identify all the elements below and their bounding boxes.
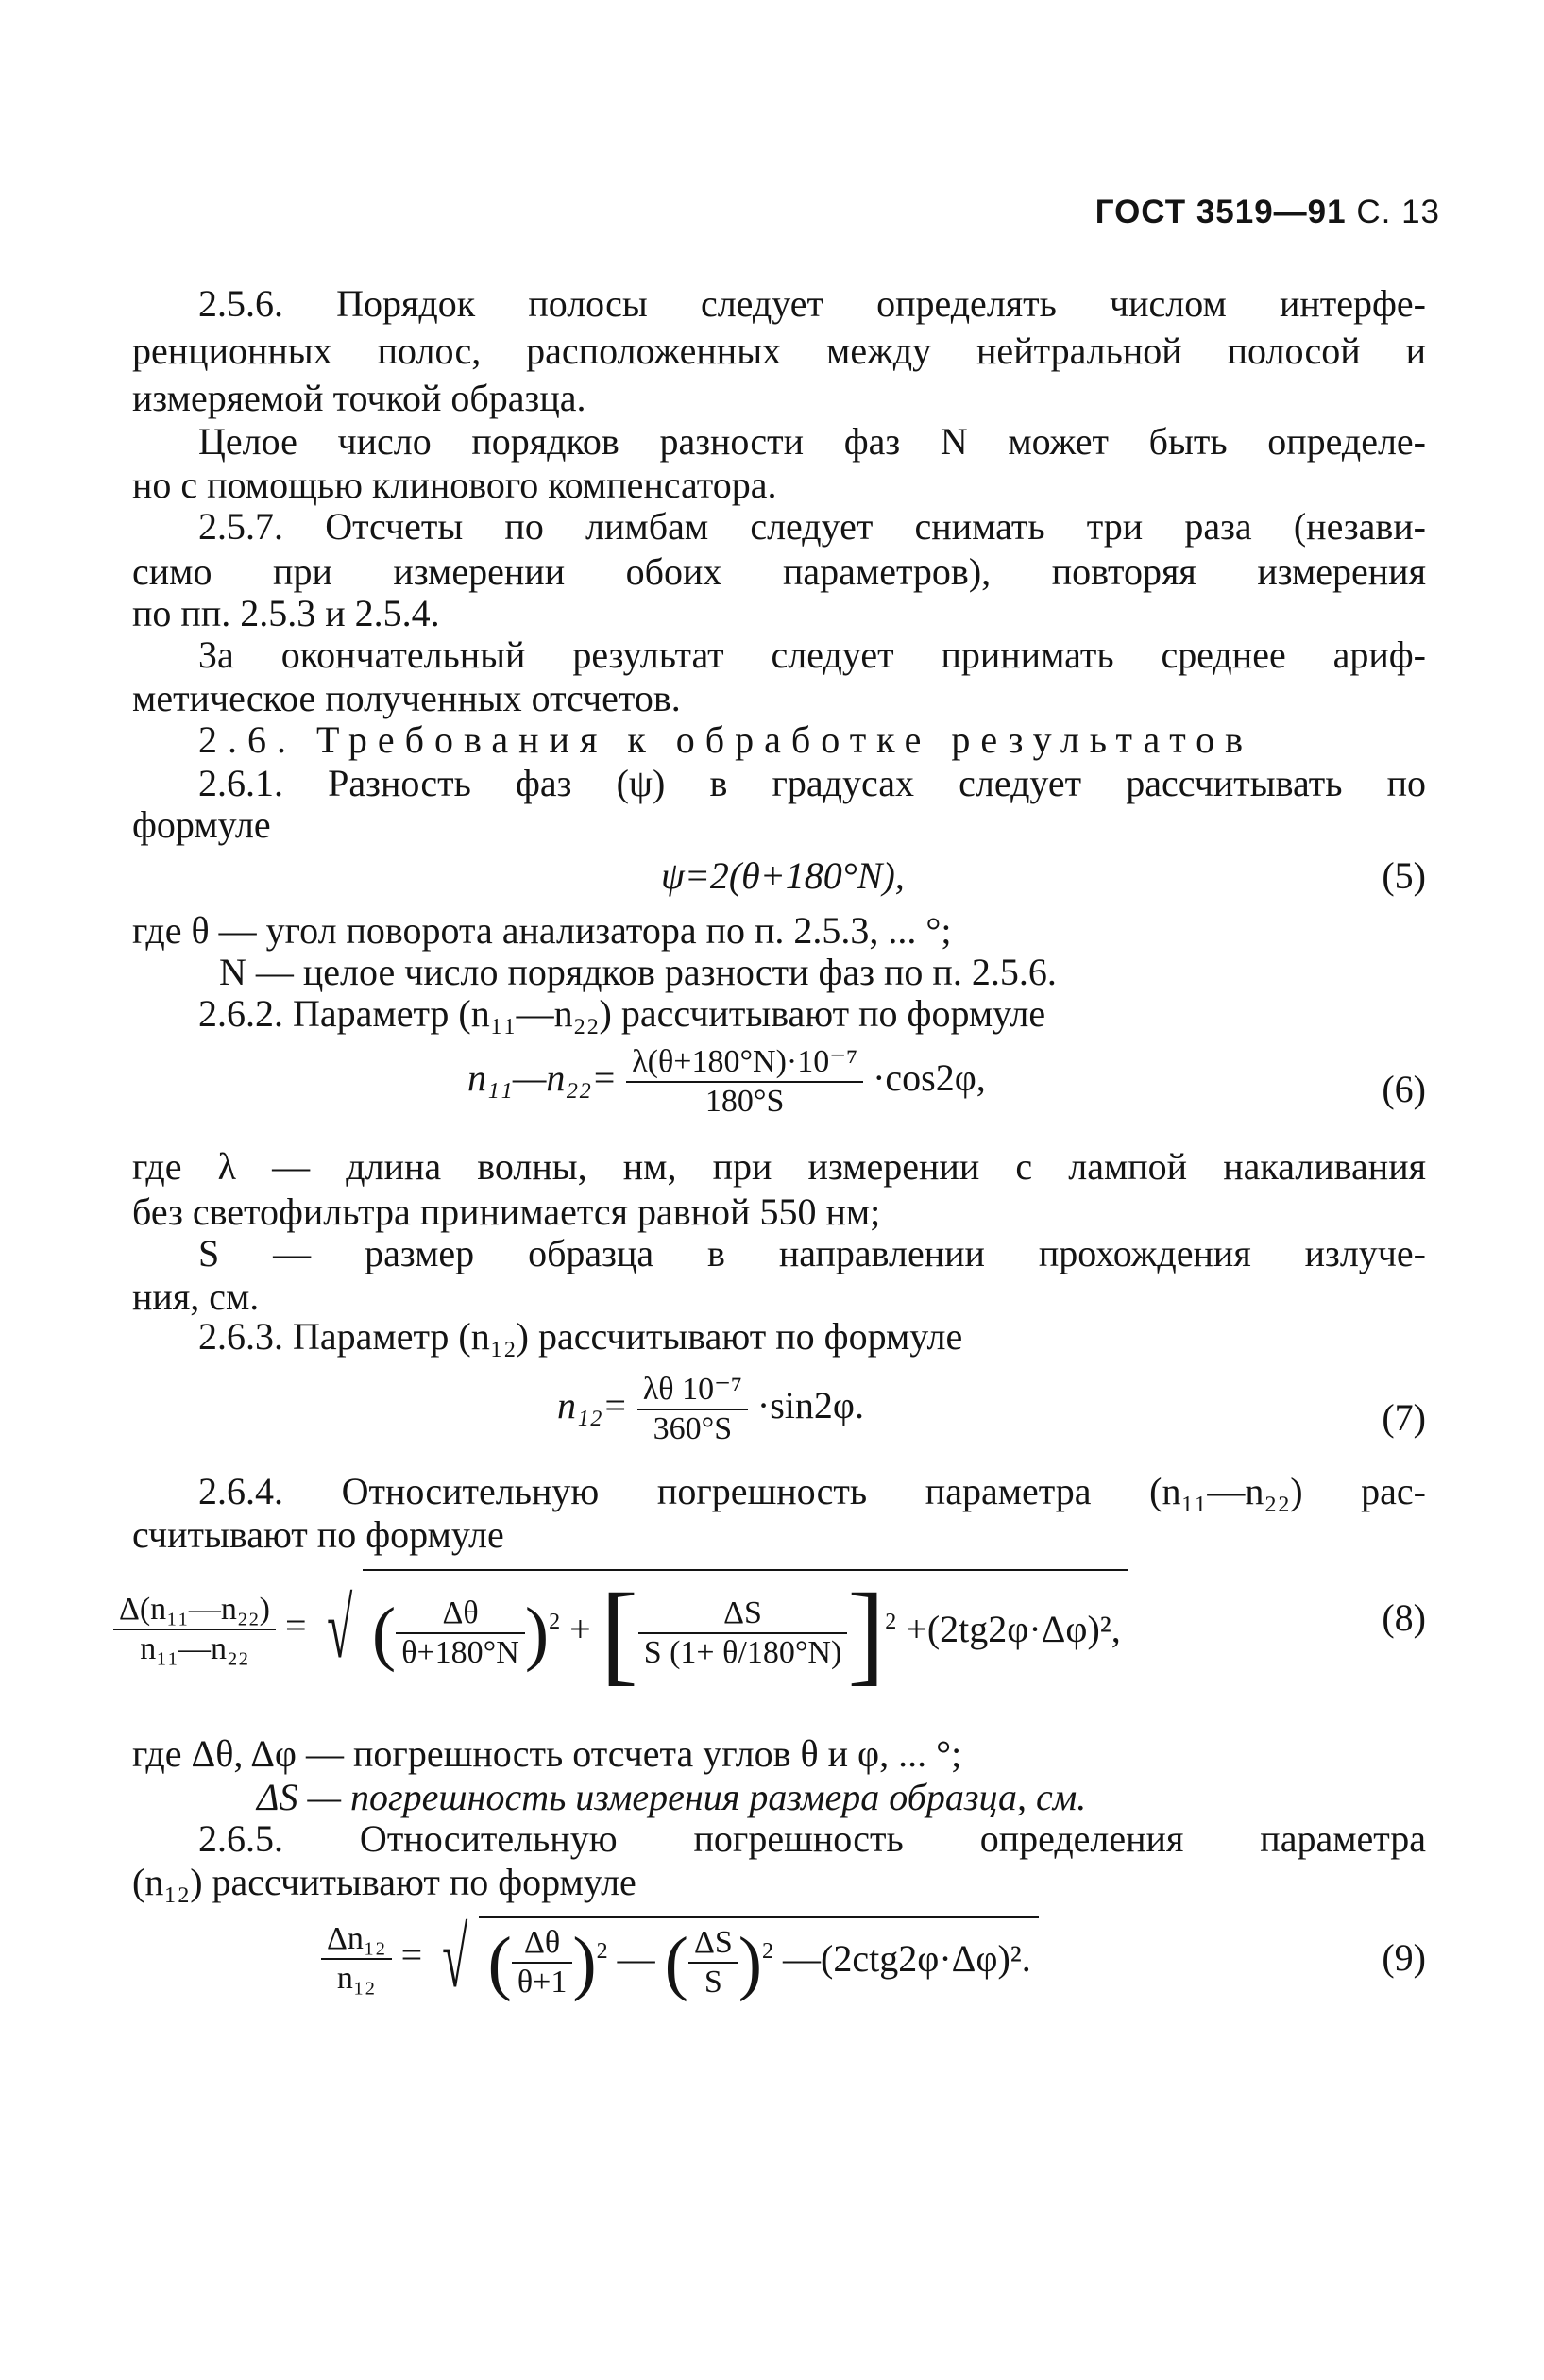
text-line: симо при измерении обоих параметров), повторяя измерения — [132, 550, 1426, 593]
formula-6-number: (6) — [1382, 1068, 1426, 1110]
formula-8: $\frac{\text{Δ(n₁₁—n₂₂)}}{\text{n₁₁—n₂₂}}$ = √ ( $\frac{\Delta\theta}{\theta+180^\circ N}$ )$^2$ + [ $\frac{\Delta S}{S (1+ \theta/180^\circ N)}$ ]$^2$ +(2tg2φ·Δφ)², — [113, 1569, 1128, 1690]
formula-9-lhs-numerator: Δn₁₂ — [321, 1920, 392, 1960]
text-line: S — размер образца в направлении прохождения излуче- — [198, 1232, 1426, 1274]
text-line: формуле — [132, 803, 271, 846]
text-line: где θ — угол поворота анализатора по п. 2.5.3, ... °; — [132, 909, 952, 952]
formula-7-tail: ·sin2φ. — [756, 1384, 864, 1427]
text-line: N — целое число порядков разности фаз по п. 2.5.6. — [219, 951, 1057, 993]
formula-8-term1-numerator: Δθ — [396, 1595, 525, 1634]
formula-9-term1-numerator: Δθ — [512, 1924, 572, 1964]
text-line: ния, см. — [132, 1275, 260, 1318]
formula-5-number: (5) — [1382, 854, 1426, 897]
formula-7-denominator: 360°S — [653, 1411, 733, 1446]
page-header — [1095, 194, 1440, 231]
text-line: 2.5.7. Отсчеты по лимбам следует снимать три раза (незави- — [198, 505, 1426, 548]
text-line: Целое число порядков разности фаз N может быть определе- — [198, 420, 1426, 463]
formula-7-fraction — [637, 1371, 748, 1448]
text-line: где λ — длина волны, нм, при измерении с лампой накаливания — [132, 1145, 1426, 1188]
text-line: по пп. 2.5.3 и 2.5.4. — [132, 592, 440, 634]
formula-6-tail: ·cos2φ, — [873, 1056, 986, 1100]
text-line: ΔS — погрешность измерения размера образца, см. — [257, 1776, 1087, 1818]
formula-8-tail: +(2tg2φ·Δφ)², — [906, 1608, 1121, 1651]
formula-8-term2-denominator: S (1+ θ/180°N) — [643, 1635, 842, 1670]
text-line: За окончательный результат следует принимать среднее ариф- — [198, 633, 1426, 676]
text-line: но с помощью клинового компенсатора. — [132, 464, 777, 506]
formula-5 — [661, 853, 905, 898]
formula-6-denominator: 180°S — [704, 1084, 785, 1119]
text-line: метическое полученных отсчетов. — [132, 677, 681, 719]
standard-number: ГОСТ 3519—91 — [1094, 194, 1347, 230]
text-line: ренционных полос, расположенных между нейтральной полосой и — [132, 329, 1426, 372]
formula-6-numerator: λ(θ+180°N)·10⁻⁷ — [626, 1043, 863, 1083]
formula-9-radicand: ( $\frac{\Delta\theta}{\theta+1}$ )$^2$ — ( $\frac{\Delta S}{S}$ )$^2$ —(2ctg2φ·Δφ)². — [479, 1916, 1039, 2001]
formula-9: $\frac{\text{Δn₁₂}}{\text{n₁₂}}$ = √ ( $\frac{\Delta\theta}{\theta+1}$ )$^2$ — ( $\frac{\Delta S}{S}$ )$^2$ —(2ctg2φ·Δφ)². — [321, 1916, 1039, 2001]
formula-8-number: (8) — [1382, 1596, 1426, 1639]
text-line: считывают по формуле — [132, 1513, 504, 1556]
formula-9-term2-denominator: S — [704, 1965, 722, 2000]
formula-5-body: ψ=2(θ+180°N), — [661, 854, 905, 897]
text-line: где Δθ, Δφ — погрешность отсчета углов θ и φ, ... °; — [132, 1732, 962, 1775]
sqrt-sign: √ — [326, 1582, 352, 1676]
formula-8-lhs — [113, 1591, 276, 1668]
formula-9-term1-denominator: θ+1 — [517, 1965, 568, 2000]
text-line: измеряемой точкой образца. — [132, 377, 586, 419]
page-number: С. 13 — [1356, 194, 1440, 230]
formula-8-lhs-numerator: Δ(n₁₁—n₂₂) — [113, 1591, 276, 1630]
formula-8-radicand: ( $\frac{\Delta\theta}{\theta+180^\circ N}$ )$^2$ + [ $\frac{\Delta S}{S (1+ \theta/180^\circ N)}$ ]$^2$ +(2tg2φ·Δφ)², — [363, 1569, 1128, 1690]
text-line: 2.6.3. Параметр (n₁₂) рассчитывают по формуле — [198, 1315, 963, 1358]
formula-7-numerator: λθ 10⁻⁷ — [637, 1371, 748, 1410]
formula-8-term2-numerator: ΔS — [638, 1595, 848, 1634]
formula-7 — [557, 1371, 864, 1448]
formula-9-number: (9) — [1382, 1936, 1426, 1979]
formula-6-lhs: n₁₁—n₂₂= — [467, 1056, 618, 1100]
formula-8-term1-denominator: θ+180°N — [401, 1635, 519, 1670]
formula-6 — [467, 1043, 986, 1121]
text-line: без светофильтра принимается равной 550 нм; — [132, 1190, 881, 1233]
text-line: 2.6.4. Относительную погрешность параметра (n₁₁—n₂₂) рас- — [198, 1470, 1426, 1512]
text-line: 2.6.5. Относительную погрешность определения параметра — [198, 1817, 1426, 1860]
section-heading: 2.6. Требования к обработке результатов — [198, 718, 1254, 761]
text-line: 2.6.2. Параметр (n₁₁—n₂₂) рассчитывают по формуле — [198, 992, 1046, 1035]
formula-6-fraction — [626, 1043, 863, 1121]
formula-9-lhs — [321, 1920, 392, 1998]
formula-7-lhs: n₁₂= — [557, 1384, 628, 1427]
formula-8-lhs-denominator: n₁₁—n₂₂ — [140, 1631, 249, 1666]
formula-9-lhs-denominator: n₁₂ — [336, 1961, 376, 1996]
formula-7-number: (7) — [1382, 1396, 1426, 1439]
sqrt-sign: √ — [442, 1912, 468, 2005]
formula-9-term2-numerator: ΔS — [688, 1924, 738, 1964]
text-line: (n₁₂) рассчитывают по формуле — [132, 1861, 636, 1903]
formula-9-tail: —(2ctg2φ·Δφ)². — [783, 1937, 1031, 1981]
text-line: 2.6.1. Разность фаз (ψ) в градусах следует рассчитывать по — [198, 762, 1426, 804]
text-line: 2.5.6. Порядок полосы следует определять числом интерфе- — [198, 282, 1426, 325]
